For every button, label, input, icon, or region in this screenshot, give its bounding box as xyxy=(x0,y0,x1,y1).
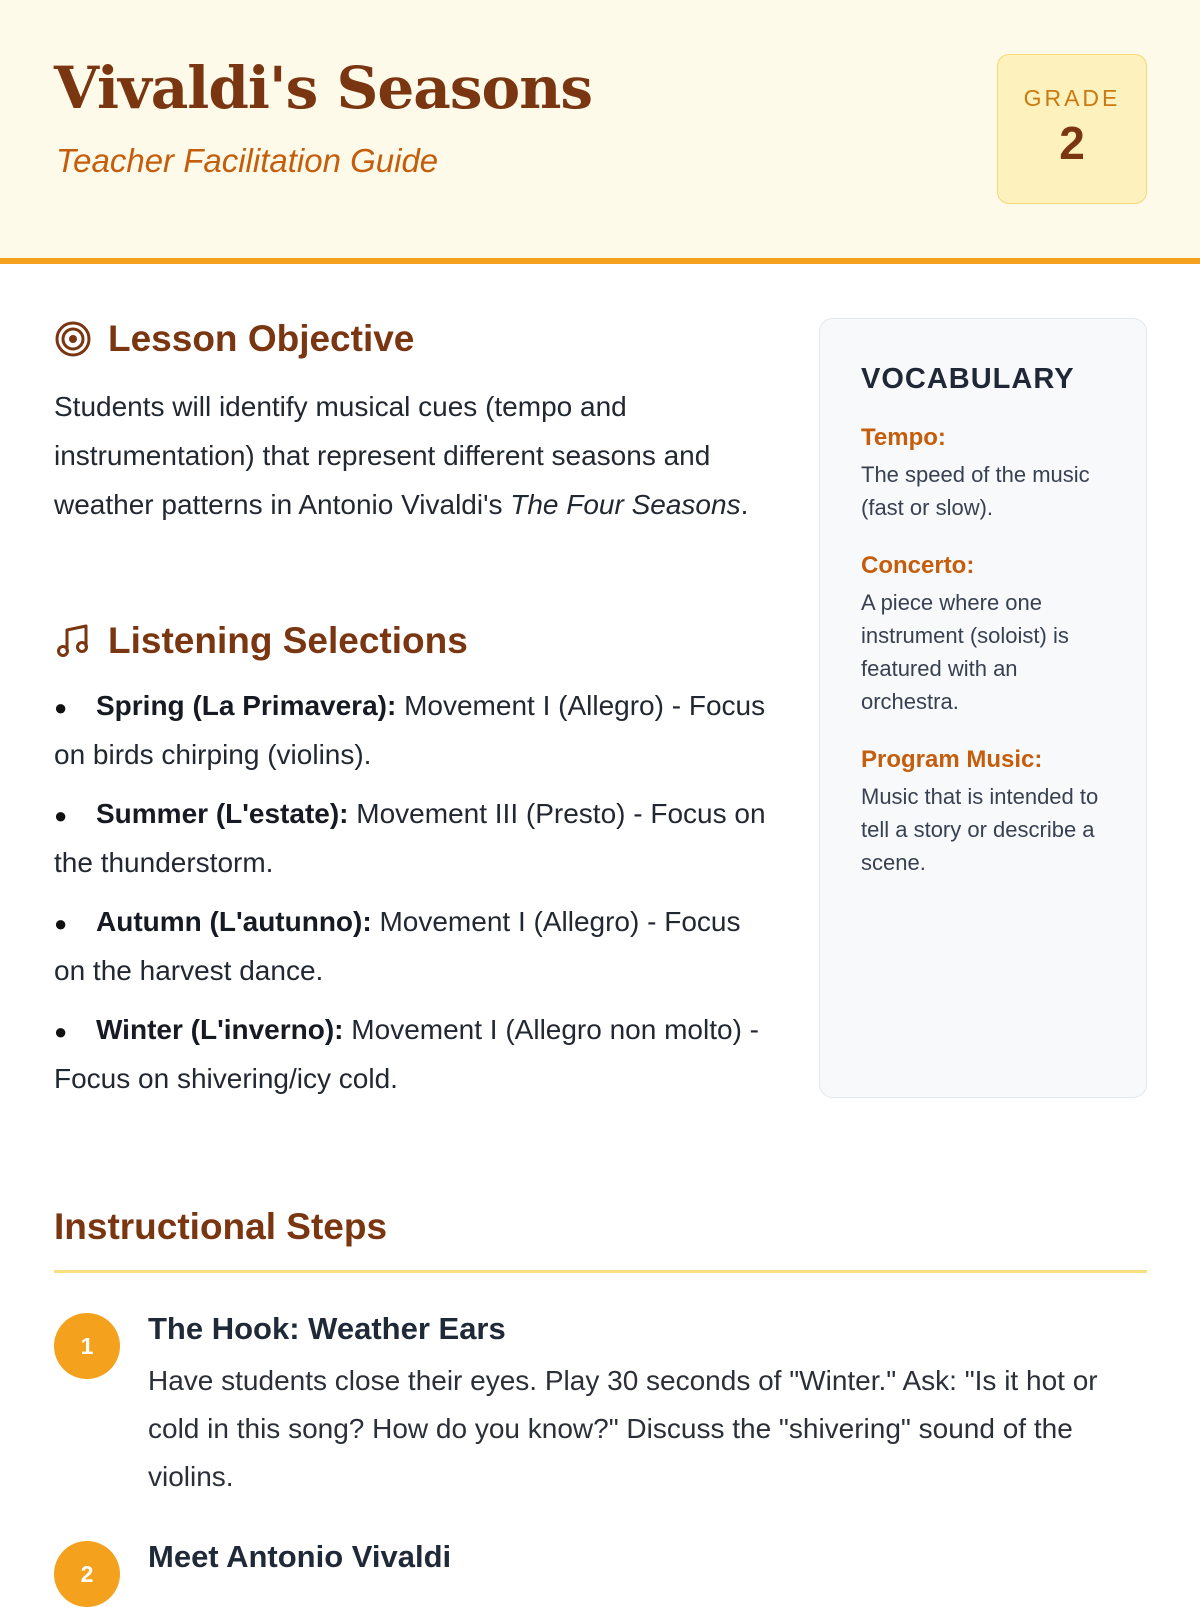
list-item xyxy=(54,1006,766,1102)
grade-badge xyxy=(997,54,1147,204)
selection-text: Movement I (Allegro) - Focus on birds chirping (violins). xyxy=(54,690,766,771)
selection-text: Movement I (Allegro) - Focus on the harvest dance. xyxy=(54,906,741,987)
selection-label: Spring (La Primavera): xyxy=(96,690,397,721)
lesson-objective-heading xyxy=(54,318,766,360)
step-title: Meet Antonio Vivaldi xyxy=(148,1539,452,1574)
lesson-objective-text xyxy=(54,382,766,529)
vocab-term: Tempo: xyxy=(861,424,946,451)
bullet-icon: ● xyxy=(54,695,68,721)
step-number-badge: 1 xyxy=(54,1313,120,1379)
vocabulary-heading: VOCABULARY xyxy=(861,363,1075,395)
grade-label: GRADE xyxy=(1023,85,1121,111)
vocab-term: Program Music: xyxy=(861,746,1043,773)
page-header xyxy=(0,0,1200,264)
vocab-definition: The speed of the music (fast or slow). xyxy=(861,462,1090,520)
objective-text-part: Students will identify musical cues (tempo and instrumentation) that represent different seasons and weather patterns in Antonio Vivaldi's xyxy=(54,391,711,520)
lesson-objective-title: Lesson Objective xyxy=(108,318,415,359)
vocab-term: Concerto: xyxy=(861,552,975,579)
bullet-icon: ● xyxy=(54,1019,68,1045)
music-note-icon xyxy=(54,622,92,660)
list-item xyxy=(54,898,766,994)
objective-text-end: . xyxy=(740,489,749,520)
objective-work-title: The Four Seasons xyxy=(510,489,741,520)
listening-selections-section xyxy=(54,620,766,1114)
bullet-icon: ● xyxy=(54,911,68,937)
bullet-icon: ● xyxy=(54,803,68,829)
instructional-steps-heading: Instructional Steps xyxy=(54,1206,1147,1273)
listening-selections-heading xyxy=(54,620,766,662)
step-text: Have students close their eyes. Play 30 seconds of "Winter." Ask: "Is it hot or cold in this song? How do you know?" Discuss the "shivering" sound of the violins. xyxy=(148,1365,1098,1492)
lesson-objective-section xyxy=(54,318,766,529)
listening-selections-title: Listening Selections xyxy=(108,620,468,661)
selection-label: Winter (L'inverno): xyxy=(96,1014,344,1046)
vocab-definition: A piece where one instrument (soloist) is featured with an orchestra. xyxy=(861,590,1069,714)
instructional-steps-section xyxy=(54,1206,1147,1587)
selection-text: Movement III (Presto) - Focus on the thunderstorm. xyxy=(54,798,766,879)
list-item xyxy=(54,790,766,886)
vocab-definition: Music that is intended to tell a story or describe a scene. xyxy=(861,784,1099,875)
selection-label: Summer (L'estate): xyxy=(96,798,349,830)
step-title: The Hook: Weather Ears xyxy=(148,1311,506,1346)
selection-label: Autumn (L'autunno): xyxy=(96,906,372,938)
step-item xyxy=(54,1311,1147,1501)
listening-list xyxy=(54,682,766,1102)
page-subtitle: Teacher Facilitation Guide xyxy=(56,142,439,179)
target-icon xyxy=(54,320,92,358)
step-number-badge: 2 xyxy=(54,1541,120,1607)
step-item xyxy=(54,1539,1147,1587)
vocabulary-card xyxy=(819,318,1147,1098)
selection-text: Movement I (Allegro non molto) - Focus on shivering/icy cold. xyxy=(54,1014,760,1095)
page-title: Vivaldi's Seasons xyxy=(54,54,593,122)
grade-value: 2 xyxy=(1059,117,1085,169)
list-item xyxy=(54,682,766,778)
